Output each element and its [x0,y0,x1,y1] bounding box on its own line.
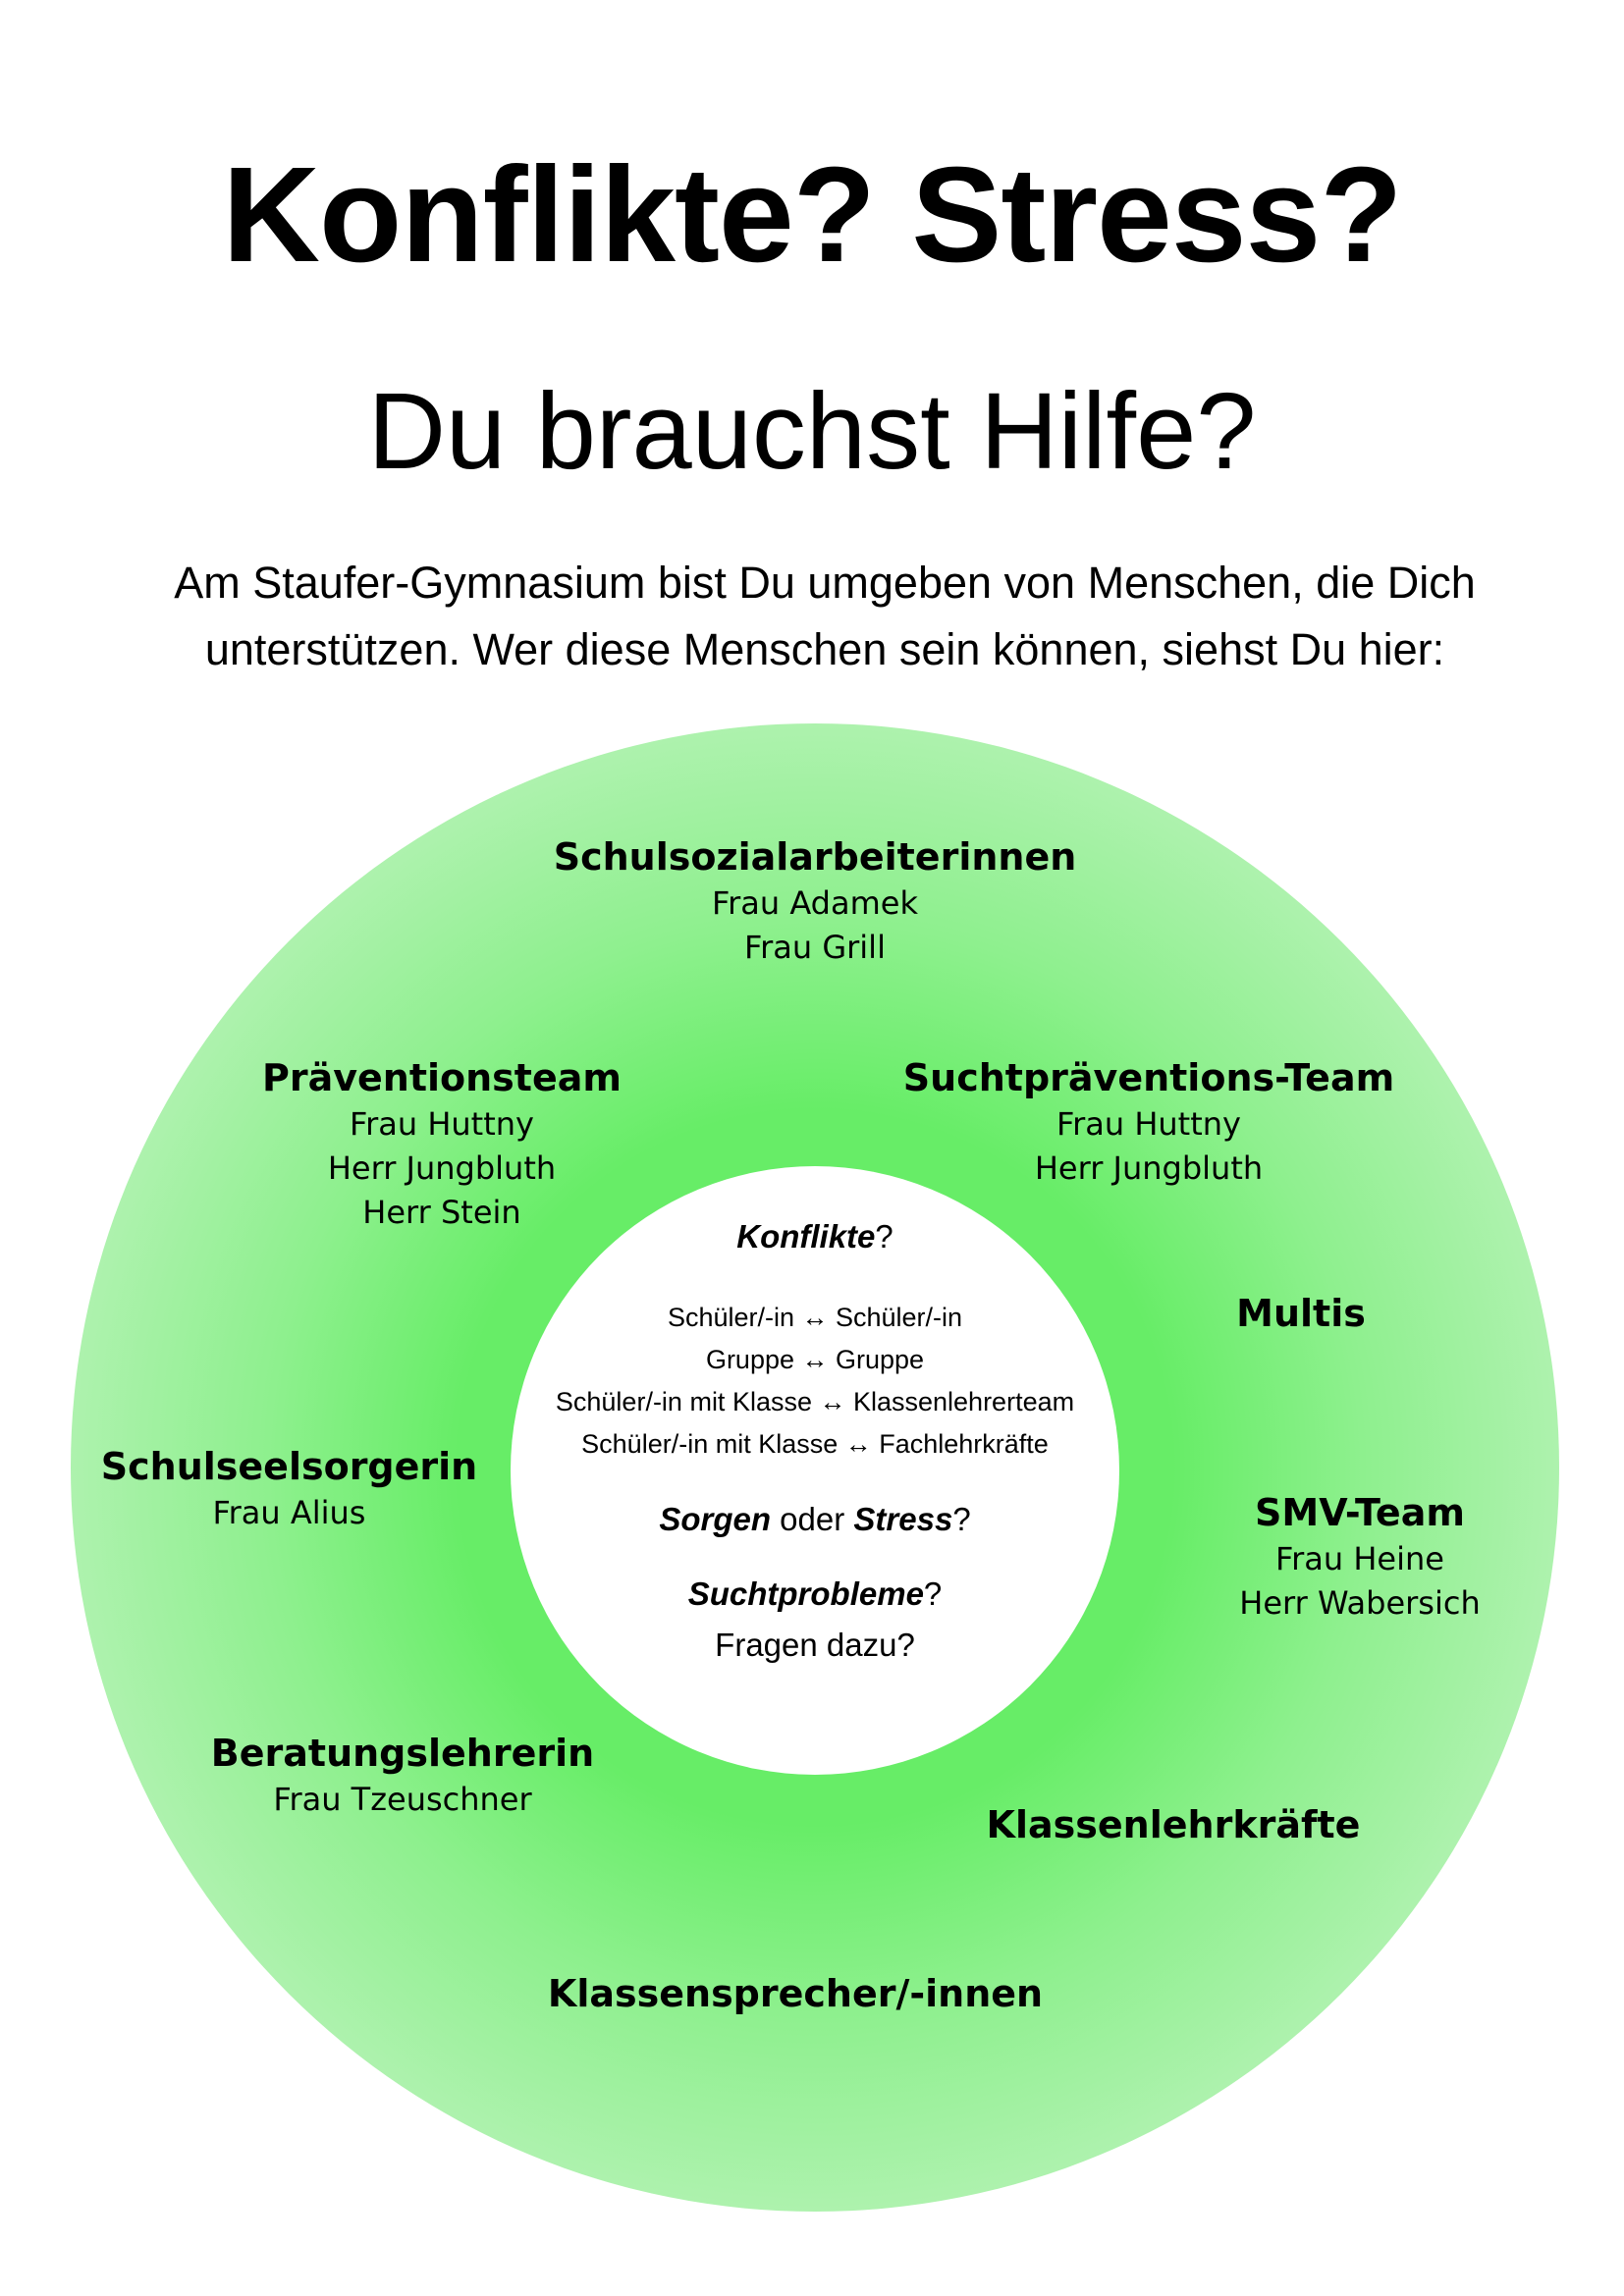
group-member: Herr Wabersich [1239,1584,1481,1622]
group-member: Herr Stein [362,1194,521,1231]
group-title: Schulseelsorgerin [100,1445,478,1488]
group-member: Frau Alius [212,1494,366,1531]
group-member: Frau Huttny [350,1105,534,1143]
conflict-pair: Schüler/-in mit Klasse ↔ Fachlehrkräfte [581,1429,1049,1459]
group-member: Frau Grill [744,929,886,966]
group-member: Frau Tzeuschner [273,1781,532,1818]
center-suchtprobleme: Suchtprobleme? [687,1575,943,1612]
group-beratungslehrerin [191,1729,614,1822]
group-member: Herr Jungbluth [1034,1149,1264,1187]
group-klassensprecher [501,1969,1090,2018]
page-title: Konflikte? Stress? [222,139,1402,291]
center-konflikte: Konflikte? [736,1218,893,1255]
group-title: Multis [1236,1292,1366,1335]
group-member: Frau Heine [1275,1540,1444,1577]
center-conflict-pairs [511,1297,1119,1466]
group-title: Klassensprecher/-innen [547,1972,1044,2015]
group-title: SMV-Team [1255,1491,1465,1534]
group-member: Herr Jungbluth [327,1149,557,1187]
group-smv-team [1203,1488,1517,1626]
group-title: Beratungslehrerin [210,1732,595,1775]
group-praeventionsteam [196,1053,687,1235]
center-sorgen-stress: Sorgen oder Stress? [659,1501,971,1537]
page-subtitle: Du brauchst Hilfe? [367,371,1257,492]
conflict-pair: Schüler/-in ↔ Schüler/-in [667,1303,963,1332]
intro-text [137,550,1512,683]
group-member: Frau Huttny [1056,1105,1241,1143]
group-title: Suchtpräventions-Team [902,1056,1395,1099]
conflict-pair: Gruppe ↔ Gruppe [705,1345,925,1374]
group-title: Präventionsteam [262,1056,622,1099]
group-suchtpraevention [864,1053,1434,1191]
group-title: Klassenlehrkräfte [986,1803,1361,1846]
group-member: Frau Adamek [712,884,918,922]
conflict-pair: Schüler/-in mit Klasse ↔ Klassenlehrerteam [555,1387,1075,1416]
group-title: Schulsozialarbeiterinnen [553,835,1077,879]
group-schulseelsorge [90,1442,488,1535]
group-multis [1178,1289,1424,1338]
center-fragen: Fragen dazu? [715,1627,915,1663]
intro-line-1: Am Staufer-Gymnasium bist Du umgeben von Menschen, die Dich [174,558,1476,608]
intro-line-2: unterstützen. Wer diese Menschen sein können, siehst Du hier: [204,624,1445,674]
group-klassenlehrkraefte [957,1800,1389,1849]
group-schulsozialarbeit [520,832,1110,970]
